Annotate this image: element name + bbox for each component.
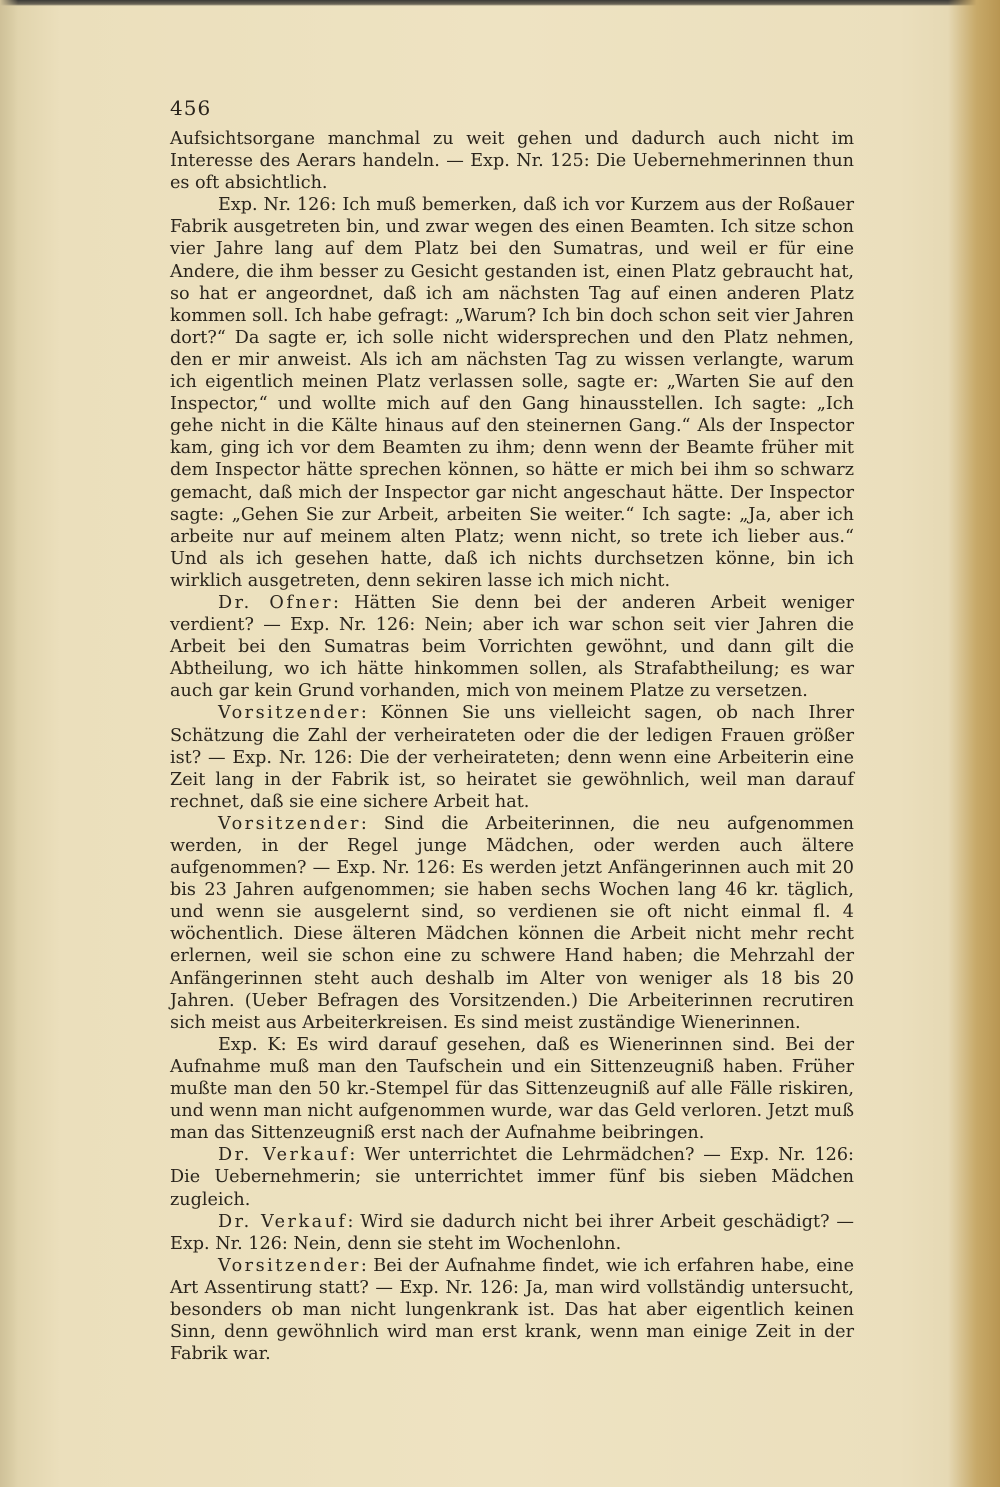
page-right-edge bbox=[948, 0, 1000, 1487]
speaker-name: Vorsitzender bbox=[218, 703, 361, 724]
paragraph bbox=[170, 194, 854, 592]
paragraph-text: : Hätten Sie denn bei der anderen Arbeit weniger verdient? — Exp. Nr. 126: Nein; aber ich war schon seit vier Jahren die Arbeit bei den Sumatras beim Vorrichten gewöhnt, und dann gilt die Abtheilung, wo ich hätte hinkommen sollen, als Strafabtheilung; es war auch gar kein Grund vorhanden, mich von meinem Platze zu versetzen. bbox=[170, 592, 854, 702]
paragraph-text: : Können Sie uns vielleicht sagen, ob nach Ihrer Schätzung die Zahl der verheirateten oder die der ledigen Frauen größer ist? — Exp. Nr. 126: Die der verheirateten; denn wenn eine Arbeiterin eine Zeit lang in der Fabrik ist, so heiratet sie gewöhnlich, weil man darauf rechnet, daß sie eine sichere Arbeit hat. bbox=[170, 703, 854, 812]
body-text bbox=[170, 128, 854, 1365]
paragraph bbox=[170, 592, 854, 702]
paragraph bbox=[170, 1255, 854, 1365]
paragraph bbox=[170, 1034, 854, 1144]
paragraph bbox=[170, 702, 854, 812]
page-left-shadow bbox=[0, 0, 18, 1487]
paragraph bbox=[170, 1211, 854, 1255]
paragraph-text: : Wird sie dadurch nicht bei ihrer Arbeit geschädigt? — Exp. Nr. 126: Nein, denn sie steht im Wochenlohn. bbox=[170, 1211, 854, 1254]
speaker-name: Dr. Verkauf bbox=[218, 1145, 350, 1166]
paragraph-text: Aufsichtsorgane manchmal zu weit gehen und dadurch auch nicht im Interesse des Aerars handeln. — Exp. Nr. 125: Die Uebernehmerinnen thun es oft absichtlich. bbox=[170, 129, 854, 194]
paragraph-text: : Sind die Arbeiterinnen, die neu aufgenommen werden, in der Regel junge Mädchen, oder werden auch ältere aufgenommen? — Exp. Nr. 126: Es werden jetzt Anfängerinnen auch mit 20 bis 23 Jahren aufgenommen; sie haben sechs Wochen lang 46 kr. täglich, und wenn sie ausgelernt sind, so verdienen sie oft nicht einmal fl. 4 wöchentlich. Diese älteren Mädchen können die Arbeit nicht mehr recht erlernen, weil sie schon eine zu schwere Hand haben; die Mehrzahl der Anfängerinnen steht auch deshalb im Alter von weniger als 18 bis 20 Jahren. (Ueber Befragen des Vorsitzenden.) Die Arbeiterinnen recrutiren sich meist aus Arbeiterkreisen. Es sind meist zuständige Wienerinnen. bbox=[170, 813, 854, 1033]
page-top-edge bbox=[0, 0, 1000, 6]
paragraph bbox=[170, 1144, 854, 1210]
speaker-name: Vorsitzender bbox=[218, 1255, 361, 1276]
speaker-name: Vorsitzender bbox=[218, 813, 361, 834]
paragraph-text: Exp. K: Es wird darauf gesehen, daß es Wienerinnen sind. Bei der Aufnahme muß man den Taufschein und ein Sittenzeugniß haben. Früher mußte man den 50 kr.-Stempel für das Sittenzeugniß auf alle Fälle riskiren, und wenn man nicht aufgenommen wurde, war das Geld verloren. Jetzt muß man das Sittenzeugniß erst nach der Aufnahme beibringen. bbox=[170, 1034, 854, 1144]
speaker-name: Dr. Ofner bbox=[218, 592, 333, 613]
page-number: 456 bbox=[170, 96, 212, 120]
paragraph-text: Exp. Nr. 126: Ich muß bemerken, daß ich vor Kurzem aus der Roßauer Fabrik ausgetreten bin, und zwar wegen des einen Beamten. Ich sitze schon vier Jahre lang auf dem Platz bei den Sumatras, und weil er für eine Andere, die ihm besser zu Gesicht gestanden ist, einen Platz gebraucht hat, so hat er angeordnet, daß ich am nächsten Tag auf einen anderen Platz kommen soll. Ich habe gefragt: „Warum? Ich bin doch schon seit vier Jahren dort?“ Da sagte er, ich solle nicht widersprechen und den Platz nehmen, den er mir anweist. Als ich am nächsten Tag zu wissen verlangte, warum ich eigentlich meinen Platz verlassen solle, sagte er: „Warten Sie auf den Inspector,“ und wollte mich auf den Gang hinausstellen. Ich sagte: „Ich gehe nicht in die Kälte hinaus auf den steinernen Gang.“ Als der Inspector kam, ging ich vor dem Beamten zu ihm; denn wenn der Beamte früher mit dem Inspector hätte sprechen können, so hätte er mich bei ihm so schwarz gemacht, daß mich der Inspector gar nicht angeschaut hätte. Der Inspector sagte: „Gehen Sie zur Arbeit, arbeiten Sie weiter.“ Ich sagte: „Ja, aber ich arbeite nur auf meinem alten Platz; wenn nicht, so trete ich lieber aus.“ Und als ich gesehen hatte, daß ich nichts durchsetzen könne, bin ich wirklich ausgetreten, denn sekiren lasse ich mich nicht. bbox=[170, 195, 854, 591]
paragraph-text: : Bei der Aufnahme findet, wie ich erfahren habe, eine Art Assentirung statt? — Exp. Nr. 126: Ja, man wird vollständig untersucht, besonders ob man nicht lungenkrank ist. Das hat aber eigentlich keinen Sinn, denn gewöhnlich wird man erst krank, wenn man einige Zeit in der Fabrik war. bbox=[170, 1255, 854, 1365]
speaker-name: Dr. Verkauf bbox=[218, 1211, 348, 1232]
paragraph bbox=[170, 128, 854, 194]
paragraph-text: : Wer unterrichtet die Lehrmädchen? — Exp. Nr. 126: Die Uebernehmerin; sie unterrichtet immer fünf bis sieben Mädchen zugleich. bbox=[170, 1145, 854, 1210]
paragraph bbox=[170, 813, 854, 1034]
